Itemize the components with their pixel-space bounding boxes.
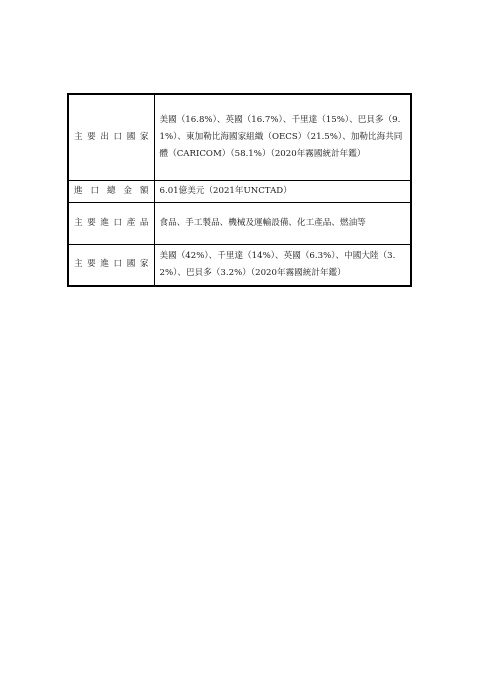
table-row bbox=[68, 180, 411, 202]
table-row bbox=[68, 202, 411, 244]
row-label-text bbox=[74, 215, 149, 232]
label-char: 主 bbox=[74, 217, 83, 228]
row-label-main-import-products bbox=[68, 202, 154, 244]
label-char: 金 bbox=[123, 185, 133, 196]
cell-text: 食品、手工製品、機械及運輸設備、化工產品、燃油等 bbox=[159, 217, 366, 228]
row-value-main-import-products bbox=[154, 202, 411, 244]
row-label-main-export-countries bbox=[68, 94, 154, 180]
label-char: 口 bbox=[113, 259, 123, 270]
row-label-total-import-value bbox=[68, 180, 154, 202]
label-char: 家 bbox=[139, 131, 149, 142]
label-char: 額 bbox=[139, 185, 149, 196]
row-value-total-import-value bbox=[154, 180, 411, 202]
table-row bbox=[68, 94, 411, 180]
cell-text: 美國（42%）、千里達（14%）、英國（6.3%）、中國大陸（3.2%）、巴貝多（3.2%）（2020年霧國統計年鑑） bbox=[159, 250, 396, 278]
label-char: 總 bbox=[106, 185, 116, 196]
label-char: 要 bbox=[87, 259, 96, 270]
cell-text: 美國（16.8%）、英國（16.7%）、千里達（15%）、巴貝多（9.1%）、東加勒比海國家組織（OECS）（21.5%）、加勒比海共同體（CARICOM）（58.1%）（2020年霧國統計年鑑） bbox=[159, 114, 403, 159]
row-label-text bbox=[74, 256, 149, 273]
label-char: 要 bbox=[87, 217, 96, 228]
label-char: 進 bbox=[74, 185, 83, 196]
label-char: 進 bbox=[100, 217, 109, 228]
label-char: 進 bbox=[100, 259, 109, 270]
label-char: 要 bbox=[87, 131, 96, 142]
label-char: 家 bbox=[139, 259, 149, 270]
label-char: 主 bbox=[74, 259, 83, 270]
label-char: 口 bbox=[90, 185, 100, 196]
label-char: 口 bbox=[113, 131, 123, 142]
label-char: 品 bbox=[139, 217, 149, 228]
row-value-main-export-countries bbox=[154, 94, 411, 180]
trade-info-table bbox=[67, 93, 412, 287]
label-char: 口 bbox=[113, 217, 123, 228]
label-char: 主 bbox=[74, 131, 83, 142]
row-value-main-import-countries bbox=[154, 244, 411, 286]
row-label-main-import-countries bbox=[68, 244, 154, 286]
label-char: 國 bbox=[126, 131, 136, 142]
table-row bbox=[68, 244, 411, 286]
cell-text: 6.01億美元（2021年UNCTAD） bbox=[159, 185, 292, 196]
label-char: 出 bbox=[100, 131, 109, 142]
row-label-text bbox=[74, 129, 149, 146]
row-label-text bbox=[74, 183, 149, 200]
label-char: 產 bbox=[126, 217, 136, 228]
label-char: 國 bbox=[126, 259, 136, 270]
